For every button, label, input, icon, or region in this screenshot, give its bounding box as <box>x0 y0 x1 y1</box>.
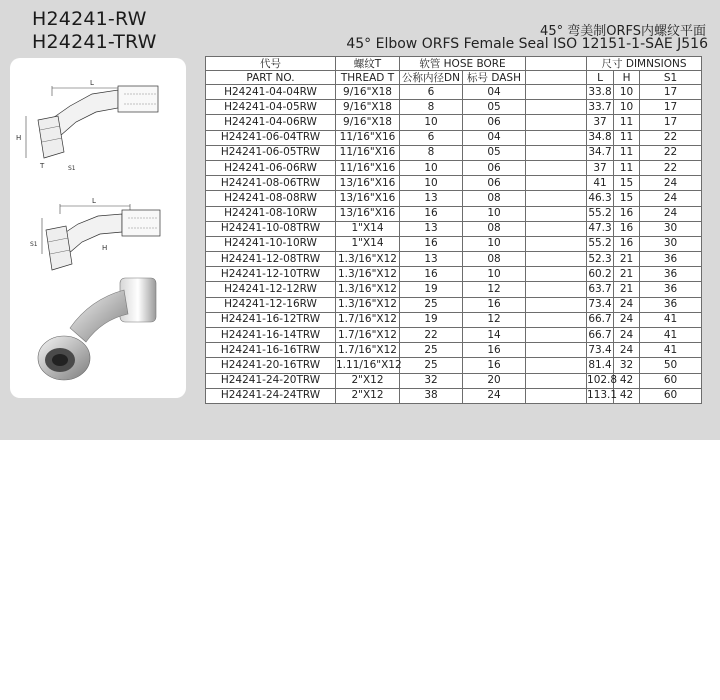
cell-H: 10 <box>614 85 640 100</box>
cell-L: 102.8 <box>587 373 614 388</box>
cell-H: 15 <box>614 191 640 206</box>
cell-blank <box>526 267 587 282</box>
cell-S1: 36 <box>640 297 702 312</box>
cell-L: 33.7 <box>587 100 614 115</box>
cell-S1: 30 <box>640 221 702 236</box>
technical-drawing-2 <box>30 197 160 270</box>
technical-drawing-1 <box>16 79 158 172</box>
cell-thread: 1"X14 <box>336 236 400 251</box>
cell-dn: 22 <box>400 328 463 343</box>
dim-L-label: L <box>90 79 94 87</box>
cell-part-no: H24241-06-06RW <box>206 160 336 175</box>
cell-dn: 8 <box>400 145 463 160</box>
fitting-drawings <box>10 58 186 398</box>
cell-part-no: H24241-08-06TRW <box>206 176 336 191</box>
cell-dash: 05 <box>463 145 526 160</box>
cell-dash: 10 <box>463 236 526 251</box>
cell-S1: 24 <box>640 206 702 221</box>
cell-blank <box>526 176 587 191</box>
title-english: 45° Elbow ORFS Female Seal ISO 12151-1-SAE J516 <box>346 36 708 52</box>
cell-dash: 06 <box>463 176 526 191</box>
cell-dn: 6 <box>400 85 463 100</box>
cell-dn: 8 <box>400 100 463 115</box>
cell-blank <box>526 160 587 175</box>
cell-thread: 11/16"X16 <box>336 160 400 175</box>
table-header-row-1 <box>206 57 702 71</box>
cell-dn: 13 <box>400 252 463 267</box>
cell-L: 63.7 <box>587 282 614 297</box>
cell-dash: 12 <box>463 282 526 297</box>
cell-L: 55.2 <box>587 206 614 221</box>
cell-dn: 13 <box>400 221 463 236</box>
cell-part-no: H24241-24-20TRW <box>206 373 336 388</box>
table-row <box>206 236 702 251</box>
cell-blank <box>526 252 587 267</box>
cell-thread: 9/16"X18 <box>336 100 400 115</box>
cell-blank <box>526 100 587 115</box>
cell-part-no: H24241-10-08TRW <box>206 221 336 236</box>
cell-dash: 20 <box>463 373 526 388</box>
cell-part-no: H24241-06-04TRW <box>206 130 336 145</box>
cell-L: 73.4 <box>587 343 614 358</box>
cell-L: 55.2 <box>587 236 614 251</box>
cell-S1: 24 <box>640 176 702 191</box>
cell-H: 24 <box>614 328 640 343</box>
cell-H: 21 <box>614 267 640 282</box>
cell-dash: 16 <box>463 343 526 358</box>
table-row <box>206 115 702 130</box>
cell-L: 41 <box>587 176 614 191</box>
cell-S1: 22 <box>640 145 702 160</box>
cell-L: 46.3 <box>587 191 614 206</box>
cell-H: 15 <box>614 176 640 191</box>
cell-blank <box>526 282 587 297</box>
cell-dn: 25 <box>400 343 463 358</box>
cell-part-no: H24241-16-16TRW <box>206 343 336 358</box>
table-header-row-2 <box>206 71 702 85</box>
cell-thread: 1.3/16"X12 <box>336 252 400 267</box>
table-row <box>206 221 702 236</box>
cell-blank <box>526 343 587 358</box>
cell-S1: 36 <box>640 267 702 282</box>
table-row <box>206 297 702 312</box>
cell-dash: 04 <box>463 130 526 145</box>
cell-dn: 32 <box>400 373 463 388</box>
cell-blank <box>526 191 587 206</box>
table-row <box>206 160 702 175</box>
cell-S1: 60 <box>640 373 702 388</box>
cell-L: 52.3 <box>587 252 614 267</box>
cell-S1: 41 <box>640 328 702 343</box>
cell-dash: 10 <box>463 206 526 221</box>
cell-H: 24 <box>614 312 640 327</box>
table-row <box>206 388 702 403</box>
cell-part-no: H24241-12-16RW <box>206 297 336 312</box>
cell-dash: 10 <box>463 267 526 282</box>
cell-part-no: H24241-20-16TRW <box>206 358 336 373</box>
cell-dn: 13 <box>400 191 463 206</box>
cell-L: 81.4 <box>587 358 614 373</box>
cell-thread: 13/16"X16 <box>336 206 400 221</box>
cell-L: 60.2 <box>587 267 614 282</box>
cell-dn: 16 <box>400 267 463 282</box>
cell-S1: 24 <box>640 191 702 206</box>
cell-dn: 6 <box>400 130 463 145</box>
cell-blank <box>526 206 587 221</box>
cell-thread: 11/16"X16 <box>336 145 400 160</box>
table-row <box>206 373 702 388</box>
cell-part-no: H24241-10-10RW <box>206 236 336 251</box>
table-row <box>206 130 702 145</box>
table-row <box>206 176 702 191</box>
cell-thread: 1"X14 <box>336 221 400 236</box>
product-image-box <box>10 58 186 398</box>
cell-S1: 22 <box>640 160 702 175</box>
dim-S1-label-2: S1 <box>30 241 38 248</box>
cell-blank <box>526 221 587 236</box>
cell-dash: 08 <box>463 191 526 206</box>
cell-dn: 16 <box>400 206 463 221</box>
cell-thread: 9/16"X18 <box>336 115 400 130</box>
cell-blank <box>526 328 587 343</box>
cell-H: 42 <box>614 373 640 388</box>
fitting-photo <box>38 278 156 380</box>
cell-dn: 25 <box>400 358 463 373</box>
cell-S1: 17 <box>640 115 702 130</box>
cell-S1: 30 <box>640 236 702 251</box>
cell-thread: 1.7/16"X12 <box>336 343 400 358</box>
cell-L: 37 <box>587 160 614 175</box>
cell-thread: 1.7/16"X12 <box>336 312 400 327</box>
cell-thread: 1.11/16"X12 <box>336 358 400 373</box>
cell-L: 34.8 <box>587 130 614 145</box>
table-row <box>206 312 702 327</box>
cell-part-no: H24241-04-04RW <box>206 85 336 100</box>
cell-L: 73.4 <box>587 297 614 312</box>
cell-thread: 13/16"X16 <box>336 176 400 191</box>
cell-dash: 06 <box>463 160 526 175</box>
cell-part-no: H24241-12-08TRW <box>206 252 336 267</box>
cell-H: 21 <box>614 252 640 267</box>
cell-dn: 19 <box>400 312 463 327</box>
cell-H: 11 <box>614 145 640 160</box>
cell-dash: 08 <box>463 252 526 267</box>
header-blank <box>526 57 587 71</box>
cell-thread: 1.3/16"X12 <box>336 282 400 297</box>
table-row <box>206 252 702 267</box>
cell-blank <box>526 130 587 145</box>
cell-thread: 9/16"X18 <box>336 85 400 100</box>
cell-part-no: H24241-04-06RW <box>206 115 336 130</box>
table-row <box>206 85 702 100</box>
header-part-cn: 代号 <box>206 57 336 71</box>
cell-thread: 1.7/16"X12 <box>336 328 400 343</box>
cell-blank <box>526 85 587 100</box>
cell-H: 21 <box>614 282 640 297</box>
cell-L: 33.8 <box>587 85 614 100</box>
table-row <box>206 206 702 221</box>
cell-blank <box>526 312 587 327</box>
cell-thread: 13/16"X16 <box>336 191 400 206</box>
table-row <box>206 100 702 115</box>
cell-dash: 24 <box>463 388 526 403</box>
cell-dash: 12 <box>463 312 526 327</box>
header-blank-2 <box>526 71 587 85</box>
cell-part-no: H24241-16-12TRW <box>206 312 336 327</box>
cell-H: 11 <box>614 115 640 130</box>
model-trw: H24241-TRW <box>32 31 157 53</box>
cell-part-no: H24241-04-05RW <box>206 100 336 115</box>
cell-thread: 2"X12 <box>336 373 400 388</box>
cell-S1: 22 <box>640 130 702 145</box>
dim-H-label: H <box>16 134 22 142</box>
cell-L: 47.3 <box>587 221 614 236</box>
cell-H: 16 <box>614 221 640 236</box>
cell-part-no: H24241-08-10RW <box>206 206 336 221</box>
cell-thread: 1.3/16"X12 <box>336 297 400 312</box>
cell-part-no: H24241-24-24TRW <box>206 388 336 403</box>
cell-S1: 50 <box>640 358 702 373</box>
cell-L: 66.7 <box>587 312 614 327</box>
cell-thread: 11/16"X16 <box>336 130 400 145</box>
cell-dn: 19 <box>400 282 463 297</box>
cell-S1: 41 <box>640 312 702 327</box>
cell-dash: 04 <box>463 85 526 100</box>
cell-blank <box>526 358 587 373</box>
title-chinese: 45° 弯美制ORFS内螺纹平面 <box>540 24 706 39</box>
cell-part-no: H24241-12-10TRW <box>206 267 336 282</box>
header-S1: S1 <box>640 71 702 85</box>
cell-blank <box>526 145 587 160</box>
cell-S1: 17 <box>640 100 702 115</box>
header-dimensions: 尺寸 DIMNSIONS <box>587 57 702 71</box>
cell-blank <box>526 297 587 312</box>
cell-dn: 38 <box>400 388 463 403</box>
header-H: H <box>614 71 640 85</box>
header-thread-en: THREAD T <box>336 71 400 85</box>
cell-S1: 41 <box>640 343 702 358</box>
header-L: L <box>587 71 614 85</box>
cell-H: 11 <box>614 160 640 175</box>
dim-H-label-2: H <box>102 244 108 252</box>
header-dash: 标号 DASH <box>463 71 526 85</box>
cell-H: 16 <box>614 236 640 251</box>
header-hose-bore: 软管 HOSE BORE <box>400 57 526 71</box>
cell-dash: 06 <box>463 115 526 130</box>
table-row <box>206 328 702 343</box>
cell-part-no: H24241-12-12RW <box>206 282 336 297</box>
cell-H: 24 <box>614 297 640 312</box>
cell-H: 32 <box>614 358 640 373</box>
table-row <box>206 145 702 160</box>
cell-dn: 10 <box>400 160 463 175</box>
table-row <box>206 343 702 358</box>
cell-dn: 16 <box>400 236 463 251</box>
cell-H: 16 <box>614 206 640 221</box>
cell-S1: 17 <box>640 85 702 100</box>
cell-H: 42 <box>614 388 640 403</box>
cell-S1: 60 <box>640 388 702 403</box>
cell-H: 10 <box>614 100 640 115</box>
cell-part-no: H24241-06-05TRW <box>206 145 336 160</box>
header-part-en: PART NO. <box>206 71 336 85</box>
cell-blank <box>526 115 587 130</box>
header-thread-cn: 螺纹T <box>336 57 400 71</box>
cell-L: 34.7 <box>587 145 614 160</box>
cell-S1: 36 <box>640 282 702 297</box>
cell-dash: 16 <box>463 358 526 373</box>
table-row <box>206 358 702 373</box>
cell-L: 66.7 <box>587 328 614 343</box>
dim-S1-label: S1 <box>68 165 76 172</box>
cell-L: 37 <box>587 115 614 130</box>
cell-L: 113.1 <box>587 388 614 403</box>
cell-dn: 25 <box>400 297 463 312</box>
cell-dash: 08 <box>463 221 526 236</box>
cell-S1: 36 <box>640 252 702 267</box>
table-row <box>206 282 702 297</box>
cell-blank <box>526 373 587 388</box>
cell-part-no: H24241-16-14TRW <box>206 328 336 343</box>
cell-dn: 10 <box>400 115 463 130</box>
cell-H: 11 <box>614 130 640 145</box>
dim-L-label-2: L <box>92 197 96 205</box>
cell-thread: 2"X12 <box>336 388 400 403</box>
cell-H: 24 <box>614 343 640 358</box>
cell-dn: 10 <box>400 176 463 191</box>
spec-table <box>205 56 702 404</box>
cell-blank <box>526 388 587 403</box>
cell-blank <box>526 236 587 251</box>
cell-part-no: H24241-08-08RW <box>206 191 336 206</box>
table-row <box>206 191 702 206</box>
dim-T-label: T <box>40 162 45 170</box>
cell-thread: 1.3/16"X12 <box>336 267 400 282</box>
cell-dash: 14 <box>463 328 526 343</box>
cell-dash: 05 <box>463 100 526 115</box>
cell-dash: 16 <box>463 297 526 312</box>
header-dn: 公称内径DN <box>400 71 463 85</box>
model-rw: H24241-RW <box>32 8 147 30</box>
table-row <box>206 267 702 282</box>
